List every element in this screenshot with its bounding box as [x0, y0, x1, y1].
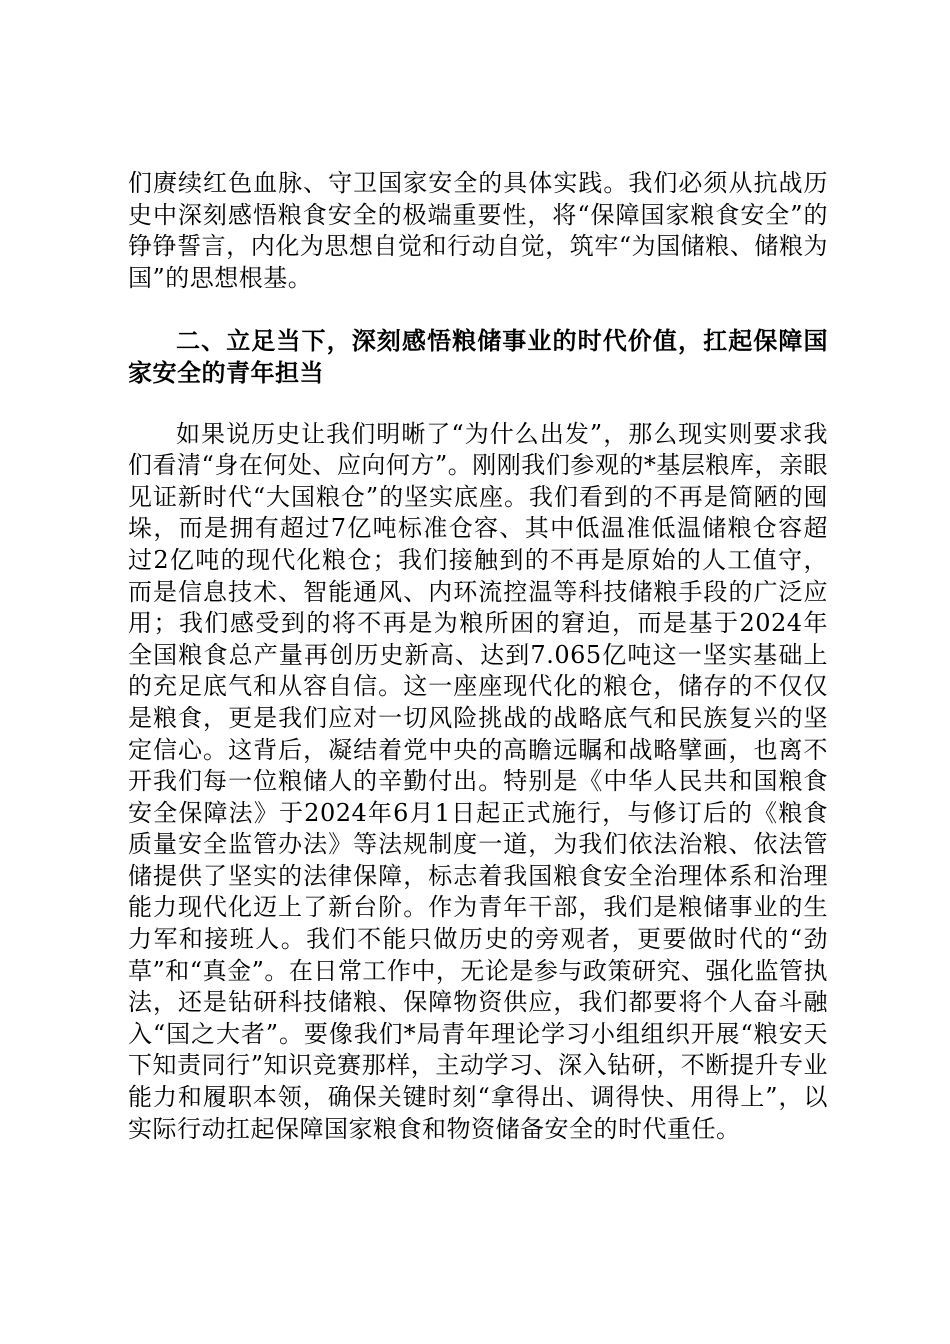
paragraph-continuation: 们赓续红色血脉、守卫国家安全的具体实践。我们必须从抗战历史中深刻感悟粮食安全的极端重要性，将“保障国家粮食安全”的铮铮誓言，内化为思想自觉和行动自觉，筑牢“为国储粮、储粮为国”的思想根基。: [128, 169, 828, 292]
document-page: [128, 168, 828, 1145]
section-heading: 二、立足当下，深刻感悟粮储事业的时代价值，扛起保障国家安全的青年担当: [128, 326, 828, 387]
paragraph-main: 如果说历史让我们明晰了“为什么出发”，那么现实则要求我们看清“身在何处、应向何方”。刚刚我们参观的*基层粮库，亲眼见证新时代“大国粮仓”的坚实底座。我们看到的不再是简陋的囤垛，而是拥有超过7亿吨标准仓容、其中低温准低温储粮仓容超过2亿吨的现代化粮仓；我们接触到的不再是原始的人工值守，而是信息技术、智能通风、内环流控温等科技储粮手段的广泛应用；我们感受到的将不再是为粮所困的窘迫，而是基于2024年全国粮食总产量再创历史新高、达到7.065亿吨这一坚实基础上的充足底气和从容自信。这一座座现代化的粮仓，储存的不仅仅是粮食，更是我们应对一切风险挑战的战略底气和民族复兴的坚定信心。这背后，凝结着党中央的高瞻远瞩和战略擘画，也离不开我们每一位粮储人的辛勤付出。特别是《中华人民共和国粮食安全保障法》于2024年6月1日起正式施行，与修订后的《粮食质量安全监管办法》等法规制度一道，为我们依法治粮、依法管储提供了坚实的法律保障，标志着我国粮食安全治理体系和治理能力现代化迈上了新台阶。作为青年干部，我们是粮储事业的生力军和接班人。我们不能只做历史的旁观者，更要做时代的“劲草”和“真金”。在日常工作中，无论是参与政策研究、强化监管执法，还是钻研科技储粮、保障物资供应，我们都要将个人奋斗融入“国之大者”。要像我们*局青年理论学习小组组织开展“粮安天下知责同行”知识竞赛那样，主动学习、深入钻研，不断提升专业能力和履职本领，确保关键时刻“拿得出、调得快、用得上”，以实际行动扛起保障国家粮食和物资储备安全的时代重任。: [128, 419, 828, 1143]
